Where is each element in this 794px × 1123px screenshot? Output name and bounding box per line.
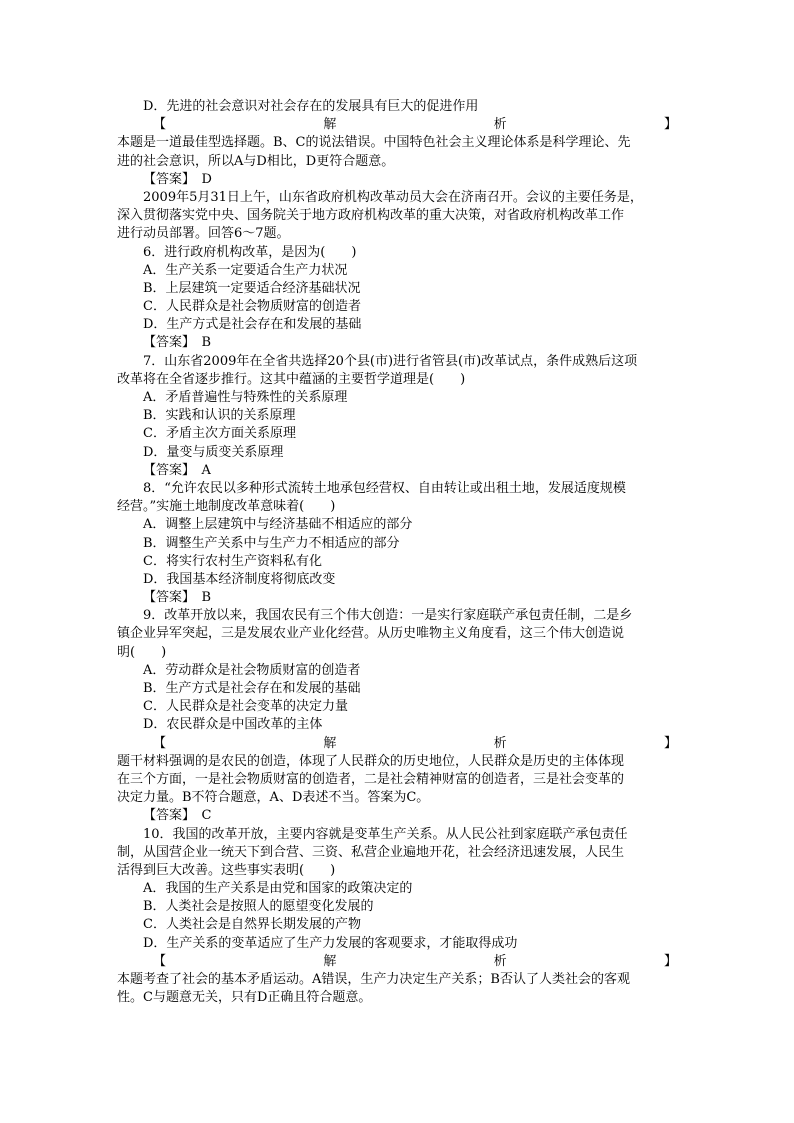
text-line: D．我国基本经济制度将彻底改变 bbox=[143, 571, 336, 587]
text-line: 【答案】 D bbox=[143, 171, 212, 187]
analysis-heading-part: 解 bbox=[323, 117, 337, 133]
text-line: 改革将在全省逐步推行。这其中蕴涵的主要哲学道理是( ) bbox=[117, 371, 466, 387]
analysis-heading bbox=[117, 116, 677, 134]
text-line: D．先进的社会意识对社会存在的发展具有巨大的促进作用 bbox=[143, 99, 479, 114]
text-line: B．调整生产关系中与生产力不相适应的部分 bbox=[143, 535, 400, 551]
text-line: 活得到巨大改善。这些事实表明( ) bbox=[117, 862, 336, 878]
analysis-heading-part: 】 bbox=[663, 953, 677, 969]
text-line: C．矛盾主次方面关系原理 bbox=[143, 426, 296, 442]
analysis-heading-part: 【 bbox=[153, 735, 167, 751]
analysis-heading-part: 解 bbox=[323, 953, 337, 969]
text-line: 制，从国营企业一统天下到合营、三资、私营企业遍地开花，社会经济迅速发展，人民生 bbox=[117, 844, 625, 860]
analysis-heading-part: 】 bbox=[663, 735, 677, 751]
text-line: 2009年5月31日上午，山东省政府机构改革动员大会在济南召开。会议的主要任务是， bbox=[143, 189, 643, 205]
text-line: A．矛盾普遍性与特殊性的关系原理 bbox=[143, 390, 348, 405]
text-line: 深入贯彻落实党中央、国务院关于地方政府机构改革的重大决策，对省政府机构改革工作 bbox=[117, 208, 625, 224]
text-line: 性。C与题意无关，只有D正确且符合题意。 bbox=[117, 990, 372, 1006]
text-line: 6．进行政府机构改革，是因为( ) bbox=[143, 244, 357, 260]
text-line: A．劳动群众是社会物质财富的创造者 bbox=[143, 662, 361, 678]
text-line: 明( ) bbox=[117, 644, 167, 660]
text-line: B．上层建筑一定要适合经济基础状况 bbox=[143, 280, 361, 296]
analysis-heading bbox=[117, 735, 677, 753]
analysis-heading-part: 析 bbox=[493, 117, 507, 133]
analysis-heading-part: 解 bbox=[323, 735, 337, 751]
text-line: 8．“允许农民以多种形式流转土地承包经营权、自由转让或出租土地，发展适度规模 bbox=[143, 480, 626, 496]
text-line: 题干材料强调的是农民的创造，体现了人民群众的历史地位，人民群众是历史的主体体现 bbox=[117, 753, 625, 769]
text-line: B．人类社会是按照人的愿望变化发展的 bbox=[143, 899, 374, 915]
analysis-heading-part: 】 bbox=[663, 117, 677, 133]
analysis-heading-part: 析 bbox=[493, 953, 507, 969]
text-line: 进的社会意识，所以A与D相比，D更符合题意。 bbox=[117, 153, 395, 169]
text-line: 10．我国的改革开放，主要内容就是变革生产关系。从人民公社到家庭联产承包责任 bbox=[143, 826, 628, 842]
text-line: D．量变与质变关系原理 bbox=[143, 444, 284, 460]
text-line: C．人民群众是社会变革的决定力量 bbox=[143, 699, 348, 715]
text-line: C．将实行农村生产资料私有化 bbox=[143, 553, 322, 569]
analysis-heading-part: 析 bbox=[493, 735, 507, 751]
text-line: D．农民群众是中国改革的主体 bbox=[143, 717, 323, 733]
text-line: 7．山东省2009年在全省共选择20个县(市)进行省管县(市)改革试点，条件成熟后这项 bbox=[143, 353, 638, 369]
text-line: 【答案】 B bbox=[143, 335, 212, 351]
text-line: 【答案】 B bbox=[143, 590, 212, 606]
text-line: 本题考查了社会的基本矛盾运动。A错误，生产力决定生产关系；B否认了人类社会的客观 bbox=[117, 972, 630, 987]
document-page bbox=[117, 98, 677, 1007]
text-line: C．人类社会是自然界长期发展的产物 bbox=[143, 917, 361, 933]
analysis-heading-part: 【 bbox=[153, 117, 167, 133]
text-line: A．生产关系一定要适合生产力状况 bbox=[143, 262, 348, 278]
text-line: B．实践和认识的关系原理 bbox=[143, 408, 296, 424]
text-line: D．生产关系的变革适应了生产力发展的客观要求，才能取得成功 bbox=[143, 935, 518, 951]
text-line: 决定力量。B不符合题意，A、D表述不当。答案为C。 bbox=[117, 790, 430, 806]
text-line: B．生产方式是社会存在和发展的基础 bbox=[143, 681, 361, 696]
text-line: A．我国的生产关系是由党和国家的政策决定的 bbox=[143, 881, 413, 897]
text-line: 【答案】 C bbox=[143, 808, 212, 824]
text-line: C．人民群众是社会物质财富的创造者 bbox=[143, 299, 361, 315]
text-line: 【答案】 A bbox=[143, 462, 211, 478]
text-line: D．生产方式是社会存在和发展的基础 bbox=[143, 317, 362, 333]
text-line: 在三个方面，一是社会物质财富的创造者，二是社会精神财富的创造者，三是社会变革的 bbox=[117, 771, 625, 787]
text-line: 9．改革开放以来，我国农民有三个伟大创造：一是实行家庭联产承包责任制，二是乡 bbox=[143, 608, 633, 624]
text-line: 进行动员部署。回答6～7题。 bbox=[117, 226, 290, 242]
text-line: 经营。”实施土地制度改革意味着( ) bbox=[117, 499, 336, 515]
text-line: 本题是一道最佳型选择题。B、C的说法错误。中国特色社会主义理论体系是科学理论、先 bbox=[117, 135, 631, 151]
text-line: A．调整上层建筑中与经济基础不相适应的部分 bbox=[143, 517, 413, 533]
analysis-heading-part: 【 bbox=[153, 953, 167, 969]
text-line: 镇企业异军突起，三是发展农业产业化经营。从历史唯物主义角度看，这三个伟大创造说 bbox=[117, 626, 625, 642]
analysis-heading bbox=[117, 953, 677, 971]
